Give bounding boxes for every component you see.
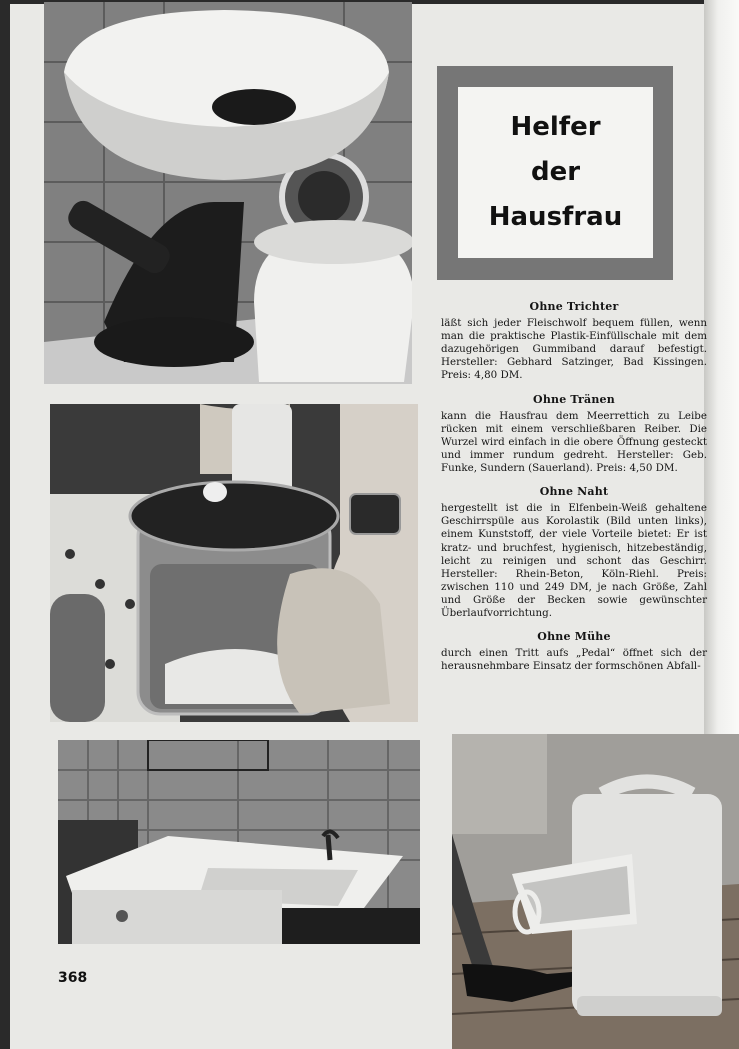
title-frame [437, 66, 673, 280]
article-heading: Ohne Naht [539, 485, 609, 499]
article-heading: Ohne Mühe [537, 630, 611, 644]
horseradish-grater-photo [50, 404, 418, 722]
article-body: durch einen Tritt aufs „Pedal“ öffnet sich der herausnehmbare Einsatz der formschönen Abfall- [441, 647, 707, 673]
dish-sink-photo [58, 740, 420, 944]
article-heading: Ohne Tränen [533, 392, 615, 406]
title-panel [458, 87, 653, 258]
article-ohne-traenen [441, 393, 707, 476]
meat-grinder-photo [44, 2, 412, 384]
article-ohne-naht [441, 485, 707, 620]
title-line-3: Hausfrau [488, 202, 623, 232]
title-line-2: der [530, 157, 581, 187]
article-column [441, 300, 707, 683]
article-body: kann die Hausfrau dem Meerrettich zu Leibe rücken mit einem verschließbaren Reiber. Die Wurzel wird einfach in die obere Öffnung gesteckt und immer rundum gedreht. Hersteller: Geb. Funke, Sundern (Sauerland). Preis: 4,50 DM. [441, 409, 707, 475]
page-number: 368 [58, 970, 88, 986]
article-heading: Ohne Trichter [529, 300, 619, 313]
article-ohne-trichter [441, 300, 707, 383]
article-body: läßt sich jeder Fleischwolf bequem füllen, wenn man die praktische Plastik-Einfüllschale mit dem dazugehörigen Gummiband darauf befestigt. Hersteller: Gebhard Satzinger, Bad Kissingen. Preis: 4,80 DM. [441, 317, 707, 382]
article-ohne-muehe [441, 630, 707, 673]
article-body: hergestellt ist die in Elfenbein-Weiß gehaltene Geschirrspüle aus Korolastik (Bild unten links), einem Kunststoff, der viele Vorteile bietet: Er ist kratz- und bruchfest, hygienisch, hitzebeständig, leicht zu reinigen und schont das Geschirr. Hersteller: Rhein-Beton, Köln-Riehl. Preis: zwischen 110 und 249 DM, je nach Größe, Zahl und Größe der Becken sowie gewünschter Überlaufvorrichtung. [441, 502, 707, 619]
pedal-waste-bin-photo [452, 734, 739, 1049]
title-line-1: Helfer [510, 112, 601, 142]
